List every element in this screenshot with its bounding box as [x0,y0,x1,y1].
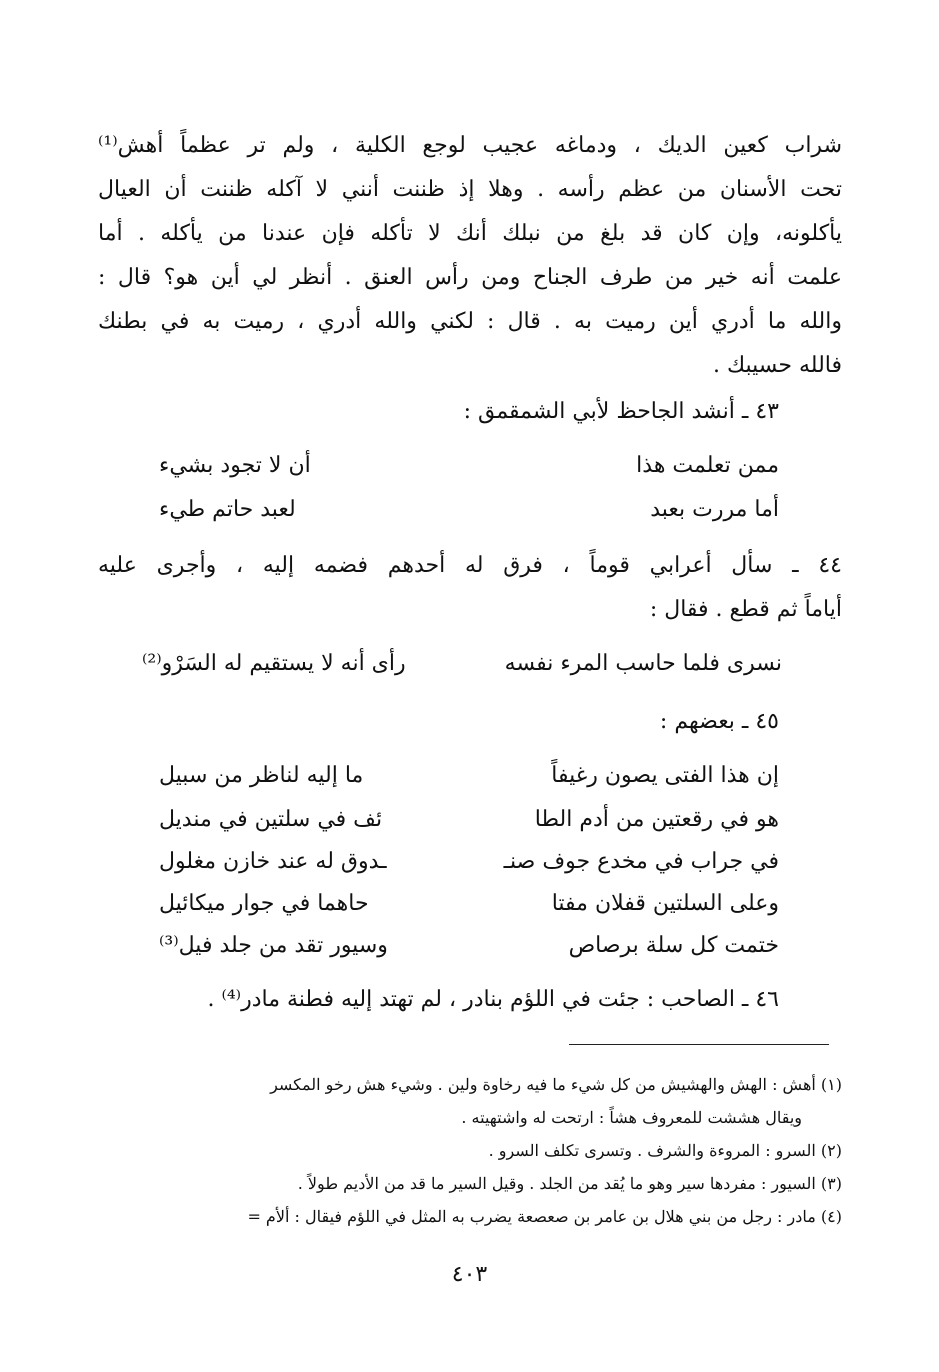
verse-first-hemistich: ممن تعلمت هذا [636,453,779,478]
verse-second-hemistich: وسيور تقد من جلد فيل⁽³⁾ [159,933,388,958]
verse-row [159,884,779,924]
verse-second-hemistich: أن لا تجود بشيء [159,453,311,478]
prose-line: أياماً ثم قطع . فقال : [649,597,842,622]
verse-row [159,800,779,840]
footnote: (١) أهش : الهش والهشيش من كل شيء ما فيه رخاوة ولين . وشيء هش رخو المكسر [270,1075,842,1094]
verse-first-hemistich: ختمت كل سلة برصاص [568,933,779,958]
prose-line: فالله حسيبك . [712,353,842,378]
verse-first-hemistich: أما مررت بعبد [650,497,779,522]
opening-paragraph [98,124,842,388]
verse-row [159,490,779,530]
page-number: ٤٠٣ [451,1262,488,1287]
item-46-line: ٤٦ ـ الصاحب : جئت في اللؤم بنادر ، لم تهتد إليه فطنة مادر⁽⁴⁾ . [207,987,779,1012]
footnotes [98,1068,842,1233]
verse-first-hemistich: وعلى السلتين قفلان مفتا [551,891,779,916]
prose-line: شراب كعين الديك ، ودماغه عجيب لوجع الكلية ، ولم تر عظماً أهش⁽¹⁾ [98,133,842,158]
verse-first-hemistich: هو في رقعتين من أدم الطا [534,807,779,832]
prose-line: يأكلونه، وإن كان قد بلغ من نبلك أنك لا تأكله فإن عندنا من يأكله . أما [98,221,842,246]
verse-row [159,756,779,796]
footnote-divider [569,1044,829,1045]
footnote-continuation: ويقال هششت للمعروف هشاً : ارتحت له واشتهيته . [461,1108,802,1127]
verse-row [142,644,842,684]
item-45-heading: ٤٥ ـ بعضهم : [659,709,779,734]
verse-second-hemistich: ما إليه لناظر من سبيل [159,763,364,788]
verse-row [159,926,779,966]
verse-second-hemistich: ئف في سلتين في منديل [159,807,383,832]
item-44-paragraph [98,544,842,632]
verse-second-hemistich: لعبد حاتم طيء [159,497,296,522]
verse-second-hemistich: حاهما في جوار ميكائيل [159,891,369,916]
footnote: (٣) السيور : مفردها سير وهو ما يُقد من الجلد . وقيل السير ما قد من الأديم طولاً . [297,1174,842,1193]
verse-second-hemistich: رأى أنه لا يستقيم له السَرْو⁽²⁾ [142,651,406,676]
verse-first-hemistich: إن هذا الفتى يصون رغيفاً [551,763,779,788]
prose-line: علمت أنه خير من طرف الجناح ومن رأس العنق . أنظر لي أين هو؟ قال : [98,265,842,290]
verse-row [159,446,779,486]
verse-first-hemistich: نسرى فلما حاسب المرء نفسه [504,651,782,676]
prose-line: ٤٤ ـ سأل أعرابي قوماً ، فرق له أحدهم فضمه إليه ، وأجرى عليه [98,553,842,578]
prose-line: تحت الأسنان من عظم رأسه . وهلا إذ ظننت أنني لا آكله ظننت أن العيال [98,177,842,202]
verse-row [159,842,779,882]
prose-line: والله ما أدري أين رميت به . قال : لكني والله أدري ، رميت به في بطنك [98,309,842,334]
item-43-heading: ٤٣ ـ أنشد الجاحظ لأبي الشمقمق : [463,399,779,424]
footnote: (٢) السرو : المروءة والشرف . وتسرى تكلف السرو . [488,1141,842,1160]
verse-second-hemistich: ـدوق له عند خازن مغلول [159,849,387,874]
verse-first-hemistich: في جراب في مخدع جوف صنـ [503,849,779,874]
footnote: (٤) مادر : رجل من بني هلال بن عامر بن صعصعة يضرب به المثل في اللؤم فيقال : ألأم = [247,1207,842,1226]
